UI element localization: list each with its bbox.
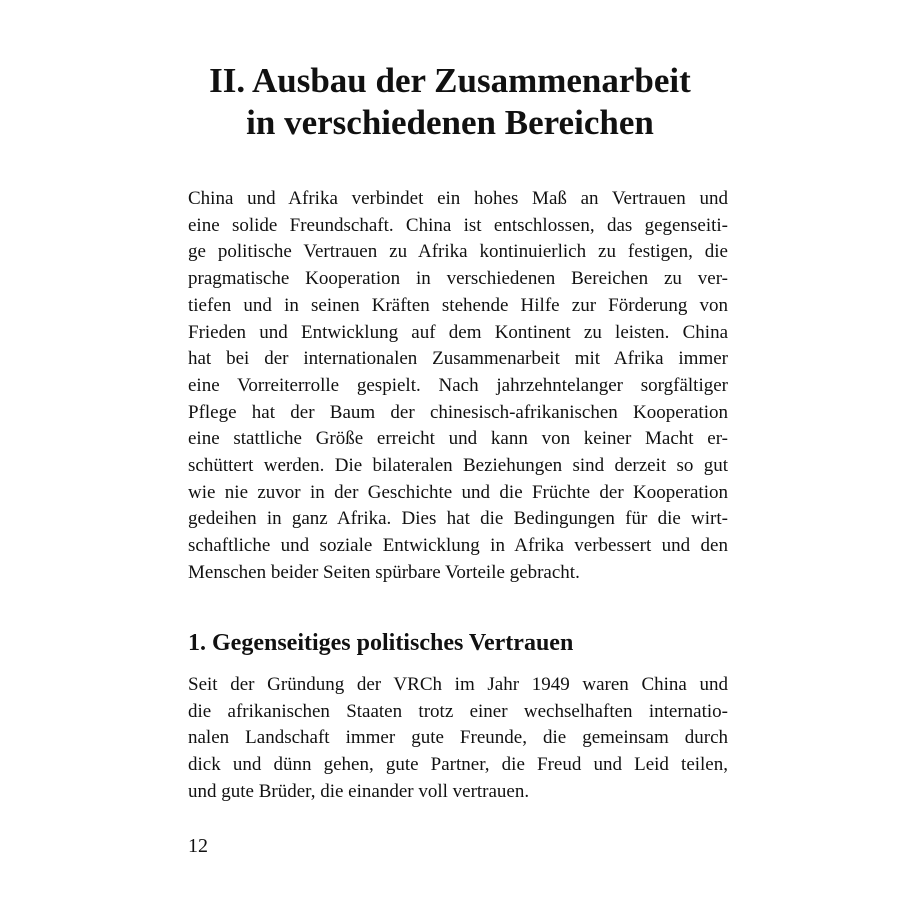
text-line: Menschen beider Seiten spürbare Vorteile gebracht. <box>188 561 580 583</box>
chapter-title-line: II. Ausbau der Zusammenarbeit <box>209 61 691 100</box>
section-paragraph <box>188 672 728 806</box>
intro-paragraph <box>188 186 728 587</box>
section-heading: 1. Gegenseitiges politisches Vertrauen <box>188 630 574 656</box>
text-line: eine Vorreiterrolle gespielt. Nach jahrzehntelanger sorgfältiger <box>188 374 728 396</box>
text-line: nalen Landschaft immer gute Freunde, die gemeinsam durch <box>188 727 728 749</box>
text-line: Frieden und Entwicklung auf dem Kontinent zu leisten. China <box>188 321 728 343</box>
text-line: tiefen und in seinen Kräften stehende Hilfe zur Förderung von <box>188 294 728 316</box>
text-line: eine stattliche Größe erreicht und kann von keiner Macht er- <box>188 428 728 450</box>
text-line: Seit der Gründung der VRCh im Jahr 1949 waren China und <box>188 674 728 695</box>
text-line: pragmatische Kooperation in verschiedenen Bereichen zu ver- <box>188 268 728 290</box>
chapter-title-line: in verschiedenen Bereichen <box>246 103 654 142</box>
text-line: China und Afrika verbindet ein hohes Maß an Vertrauen und <box>188 188 728 209</box>
text-line: schüttert werden. Die bilateralen Beziehungen sind derzeit so gut <box>188 455 728 477</box>
text-line: die afrikanischen Staaten trotz einer wechselhaften internatio- <box>188 700 728 722</box>
text-line: und gute Brüder, die einander voll vertrauen. <box>188 780 530 802</box>
text-line: eine solide Freundschaft. China ist entschlossen, das gegenseiti- <box>188 214 728 236</box>
text-line: hat bei der internationalen Zusammenarbeit mit Afrika immer <box>188 348 728 370</box>
text-line: gedeihen in ganz Afrika. Dies hat die Bedingungen für die wirt- <box>188 508 728 530</box>
text-line: Pflege hat der Baum der chinesisch-afrikanischen Kooperation <box>188 401 728 423</box>
text-line: dick und dünn gehen, gute Partner, die Freud und Leid teilen, <box>188 754 728 776</box>
text-line: schaftliche und soziale Entwicklung in Afrika verbessert und den <box>188 535 728 557</box>
text-line: wie nie zuvor in der Geschichte und die Früchte der Kooperation <box>188 481 728 503</box>
chapter-title <box>150 60 750 144</box>
page-number: 12 <box>188 835 208 857</box>
text-line: ge politische Vertrauen zu Afrika kontinuierlich zu festigen, die <box>188 241 728 263</box>
